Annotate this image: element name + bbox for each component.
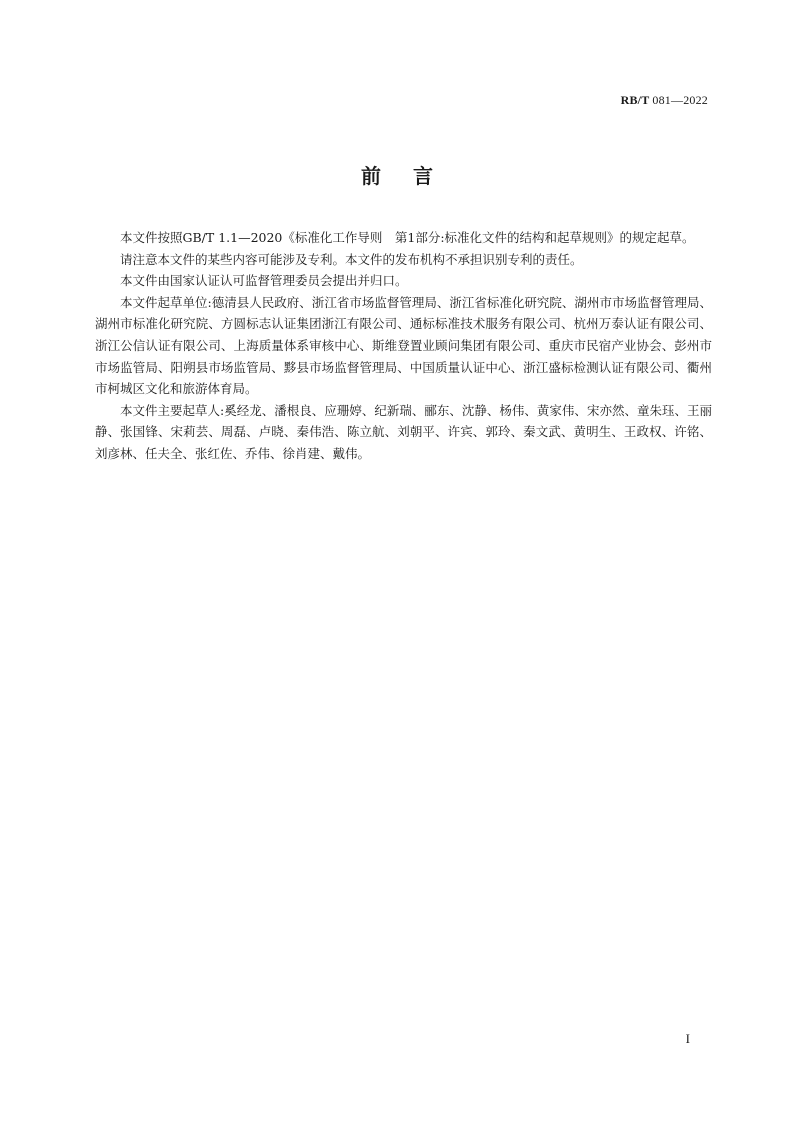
paragraph-drafters: 本文件主要起草人:奚经龙、潘根良、应珊婷、纪新瑞、郦东、沈静、杨伟、黄家伟、宋亦然、童朱珏、王丽静、张国锋、宋莉芸、周磊、卢晓、秦伟浩、陈立航、刘朝平、许宾、郭玲、秦文武、黄明生、王政权、许铭、刘彦林、任夫全、张红佐、乔伟、徐肖建、戴伟。 xyxy=(95,402,712,461)
paragraph-patent-notice: 请注意本文件的某些内容可能涉及专利。本文件的发布机构不承担识别专利的责任。 xyxy=(120,251,583,267)
foreword-body xyxy=(95,227,712,465)
paragraph-drafting-units: 本文件起草单位:德清县人民政府、浙江省市场监督管理局、浙江省标准化研究院、湖州市市场监督管理局、湖州市标准化研究院、方圆标志认证集团浙江有限公司、通标标准技术服务有限公司、杭州万泰认证有限公司、浙江公信认证有限公司、上海质量体系审核中心、斯维登置业顾问集团有限公司、重庆市民宿产业协会、彭州市市场监管局、阳朔县市场监管局、黟县市场监督管理局、中国质量认证中心、浙江盛标检测认证有限公司、衢州市柯城区文化和旅游体育局。 xyxy=(95,294,712,397)
page-number: I xyxy=(685,1031,690,1046)
paragraph-drafting-rules: 本文件按照GB/T 1.1—2020《标准化工作导则 第1部分:标准化文件的结构和起草规则》的规定起草。 xyxy=(120,230,695,245)
page-title: 前言 xyxy=(361,164,465,188)
document-code-number: 081—2022 xyxy=(652,93,708,107)
document-code-prefix: RB/T xyxy=(620,93,650,107)
paragraph-proposer: 本文件由国家认证认可监督管理委员会提出并归口。 xyxy=(120,273,408,289)
document-code xyxy=(621,93,708,108)
